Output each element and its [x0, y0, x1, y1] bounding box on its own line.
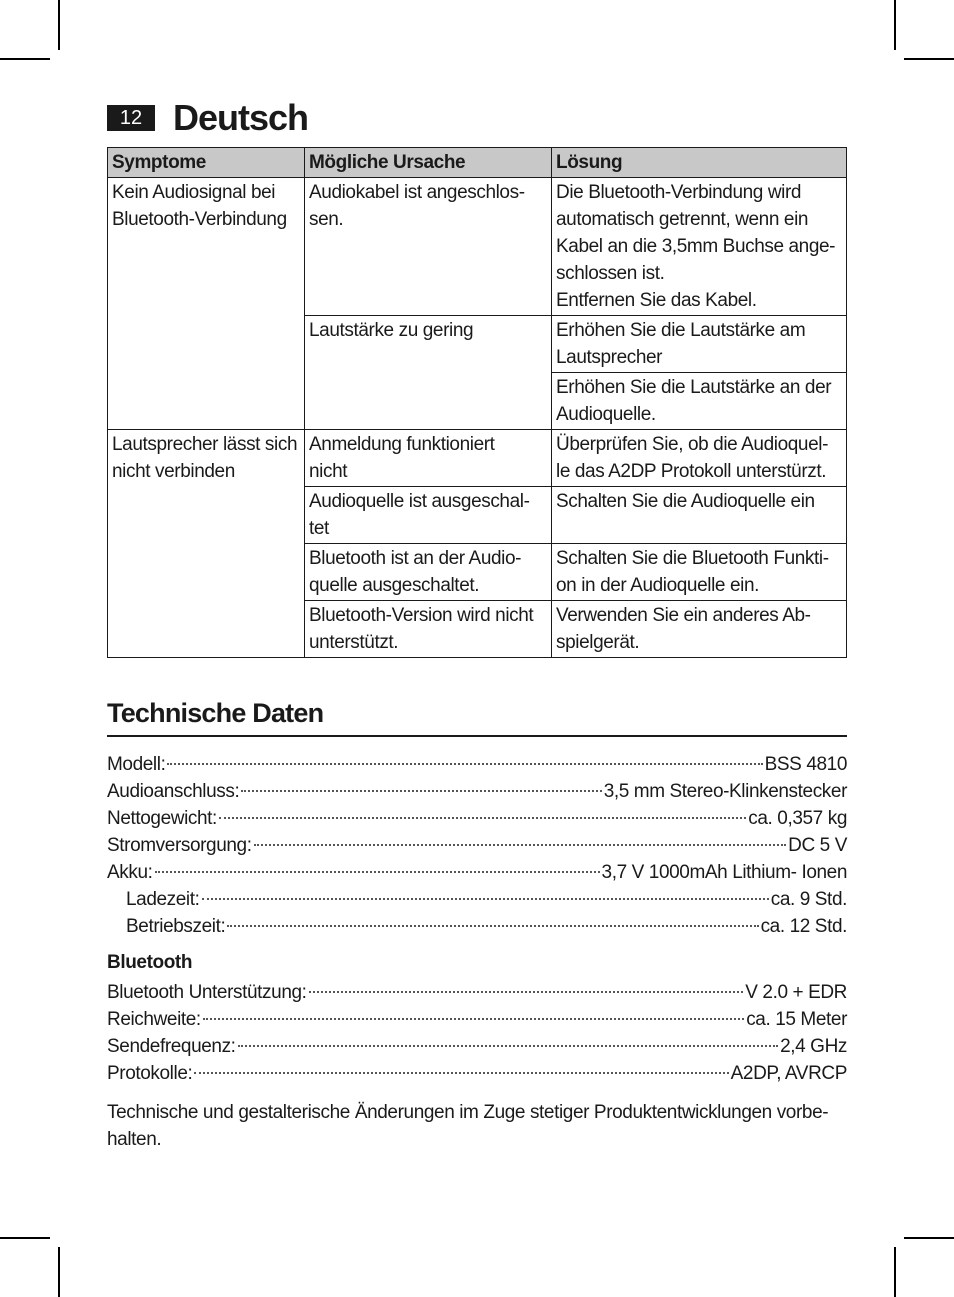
bluetooth-spec-list — [107, 979, 847, 1087]
spec-label: Audioanschluss: — [107, 781, 240, 802]
dot-leader — [219, 817, 746, 819]
spec-label: Akku: — [107, 862, 153, 883]
crop-mark — [58, 1247, 60, 1297]
spec-row-power-supply — [107, 832, 847, 859]
spec-value: ca. 12 Std. — [760, 916, 847, 937]
crop-mark — [894, 0, 896, 50]
spec-value: BSS 4810 — [764, 754, 847, 775]
spec-label: Bluetooth Unterstützung: — [107, 982, 307, 1003]
column-header-solution: Lösung — [552, 148, 847, 178]
tech-spec-list — [107, 751, 847, 940]
disclaimer-note: Technische und gestalterische Änderungen im Zuge stetiger Produktentwicklungen vorbe- halten. — [107, 1102, 829, 1150]
column-header-symptoms: Symptome — [108, 148, 305, 178]
crop-mark — [904, 1237, 954, 1239]
solution-cell: Erhöhen Sie die Lautstärke an der Audioquelle. — [552, 373, 847, 430]
dot-leader — [203, 1018, 744, 1020]
cause-cell: Audiokabel ist angeschlos- sen. — [305, 178, 552, 316]
spec-label: Stromversorgung: — [107, 835, 252, 856]
spec-row-battery — [107, 859, 847, 886]
spec-value: ca. 0,357 kg — [748, 808, 847, 829]
solution-cell: Schalten Sie die Audioquelle ein — [552, 487, 847, 544]
spec-label: Reichweite: — [107, 1009, 201, 1030]
spec-label: Sendefrequenz: — [107, 1036, 236, 1057]
spec-row-range — [107, 1006, 847, 1033]
cause-cell: Audioquelle ist ausgeschal- tet — [305, 487, 552, 544]
crop-mark — [0, 58, 50, 60]
spec-value: ca. 9 Std. — [770, 889, 847, 910]
dot-leader — [194, 1072, 728, 1074]
dot-leader — [309, 991, 744, 993]
spec-value: DC 5 V — [788, 835, 847, 856]
spec-row-bluetooth-support — [107, 979, 847, 1006]
table-header-row — [108, 148, 847, 178]
spec-row-model — [107, 751, 847, 778]
page-number: 12 — [107, 105, 155, 131]
cause-cell: Bluetooth-Version wird nicht unterstützt. — [305, 601, 552, 658]
dot-leader — [227, 925, 758, 927]
crop-mark — [904, 58, 954, 60]
dot-leader — [254, 844, 787, 846]
solution-cell: Schalten Sie die Bluetooth Funkti- on in der Audioquelle ein. — [552, 544, 847, 601]
spec-value: 2,4 GHz — [780, 1036, 847, 1057]
page-header — [107, 98, 308, 138]
table-row — [108, 178, 847, 316]
table-row — [108, 430, 847, 487]
spec-row-frequency — [107, 1033, 847, 1060]
spec-value: ca. 15 Meter — [746, 1009, 847, 1030]
crop-mark — [894, 1247, 896, 1297]
spec-row-net-weight — [107, 805, 847, 832]
dot-leader — [202, 898, 769, 900]
spec-row-audio-connector — [107, 778, 847, 805]
dot-leader — [167, 763, 762, 765]
dot-leader — [238, 1045, 779, 1047]
dot-leader — [241, 790, 601, 792]
bluetooth-heading: Bluetooth — [107, 952, 193, 973]
symptom-cell: Lautsprecher lässt sich nicht verbinden — [108, 430, 305, 658]
spec-row-operating-time — [107, 913, 847, 940]
spec-value: 3,7 V 1000mAh Lithium- Ionen — [601, 862, 847, 883]
cause-cell: Bluetooth ist an der Audio- quelle ausgeschaltet. — [305, 544, 552, 601]
spec-label: Ladezeit: — [126, 889, 200, 910]
section-title-tech-data: Technische Daten — [107, 698, 847, 737]
spec-label: Nettogewicht: — [107, 808, 217, 829]
solution-cell: Die Bluetooth-Verbindung wird automatisch getrennt, wenn ein Kabel an die 3,5mm Buchse ange- schlossen ist. Entfernen Sie das Kabel. — [552, 178, 847, 316]
spec-row-protocols — [107, 1060, 847, 1087]
solution-cell: Erhöhen Sie die Lautstärke am Lautsprecher — [552, 316, 847, 373]
solution-cell: Verwenden Sie ein anderes Ab- spielgerät. — [552, 601, 847, 658]
spec-label: Betriebszeit: — [126, 916, 226, 937]
column-header-cause: Mögliche Ursache — [305, 148, 552, 178]
symptom-cell: Kein Audiosignal bei Bluetooth-Verbindung — [108, 178, 305, 430]
crop-mark — [58, 0, 60, 50]
spec-label: Modell: — [107, 754, 166, 775]
spec-value: 3,5 mm Stereo-Klinkenstecker — [603, 781, 847, 802]
troubleshooting-table — [107, 147, 847, 658]
page-title: Deutsch — [173, 97, 309, 138]
crop-mark — [0, 1237, 50, 1239]
spec-value: V 2.0 + EDR — [745, 982, 847, 1003]
solution-cell: Überprüfen Sie, ob die Audioquel- le das A2DP Protokoll unterstürzt. — [552, 430, 847, 487]
spec-row-charging-time — [107, 886, 847, 913]
spec-value: A2DP, AVRCP — [730, 1063, 847, 1084]
spec-label: Protokolle: — [107, 1063, 193, 1084]
dot-leader — [155, 871, 600, 873]
cause-cell: Lautstärke zu gering — [305, 316, 552, 430]
cause-cell: Anmeldung funktioniert nicht — [305, 430, 552, 487]
